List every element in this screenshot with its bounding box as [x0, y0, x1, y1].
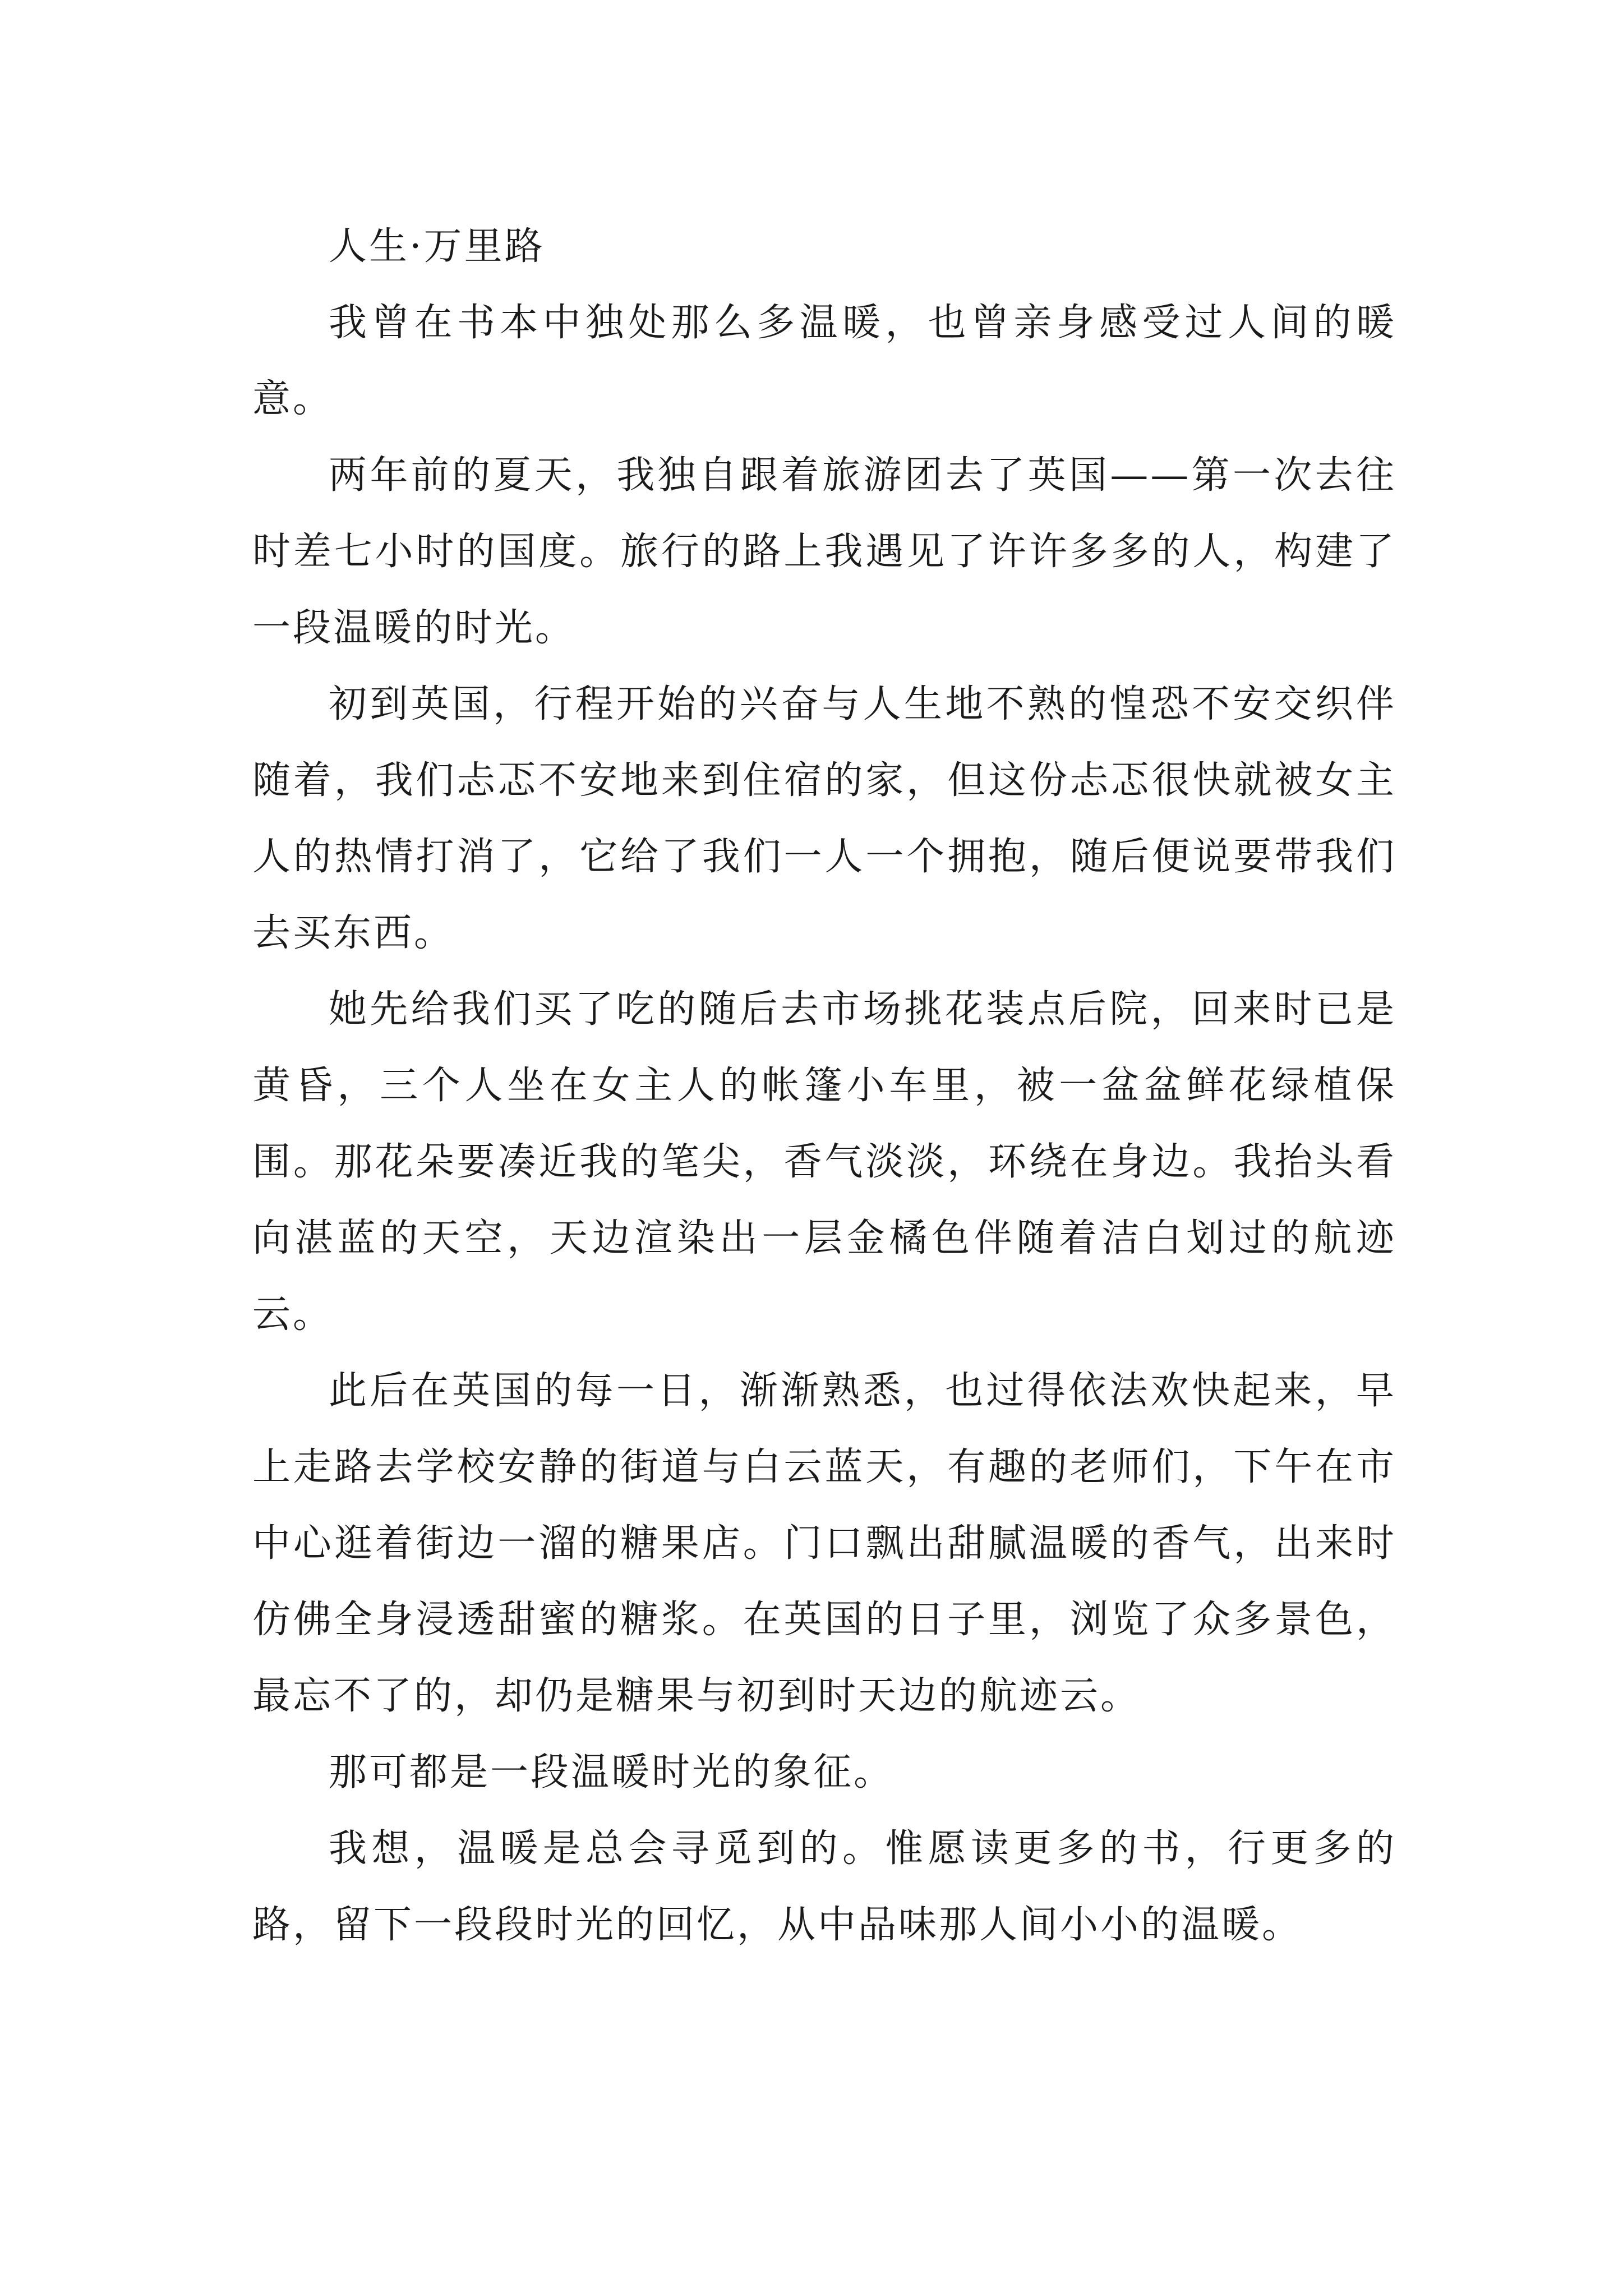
essay-body: [252, 209, 1396, 1963]
paragraph: 那可都是一段温暖时光的象征。: [329, 1750, 895, 1795]
paragraph: 她先给我们买了吃的随后去市场挑花装点后院，回来时已是黄昏，三个人坐在女主人的帐篷小车里，被一盆盆鲜花绿植保围。那花朵要凑近我的笔尖，香气淡淡，环绕在身边。我抬头看向湛蓝的天空，天边渲染出一层金橘色伴随着洁白划过的航迹云。: [252, 987, 1396, 1337]
paragraph: 我想，温暖是总会寻觅到的。惟愿读更多的书，行更多的路，留下一段段时光的回忆，从中品味那人间小小的温暖。: [252, 1826, 1396, 1947]
paragraph: 此后在英国的每一日，渐渐熟悉，也过得依法欢快起来，早上走路去学校安静的街道与白云蓝天，有趣的老师们，下午在市中心逛着街边一溜的糖果店。门口飘出甜腻温暖的香气，出来时仿佛全身浸透甜蜜的糖浆。在英国的日子里，浏览了众多景色，最忘不了的，却仍是糖果与初到时天边的航迹云。: [252, 1369, 1396, 1718]
paragraph: 两年前的夏天，我独自跟着旅游团去了英国——第一次去往时差七小时的国度。旅行的路上我遇见了许许多多的人，构建了一段温暖的时光。: [252, 453, 1396, 650]
paragraph: 初到英国，行程开始的兴奋与人生地不熟的惶恐不安交织伴随着，我们忐忑不安地来到住宿的家，但这份忐忑很快就被女主人的热情打消了，它给了我们一人一个拥抱，随后便说要带我们去买东西。: [252, 682, 1396, 955]
essay-title: 人生·万里路: [329, 224, 545, 269]
paragraph: 我曾在书本中独处那么多温暖，也曾亲身感受过人间的暖意。: [252, 301, 1396, 421]
